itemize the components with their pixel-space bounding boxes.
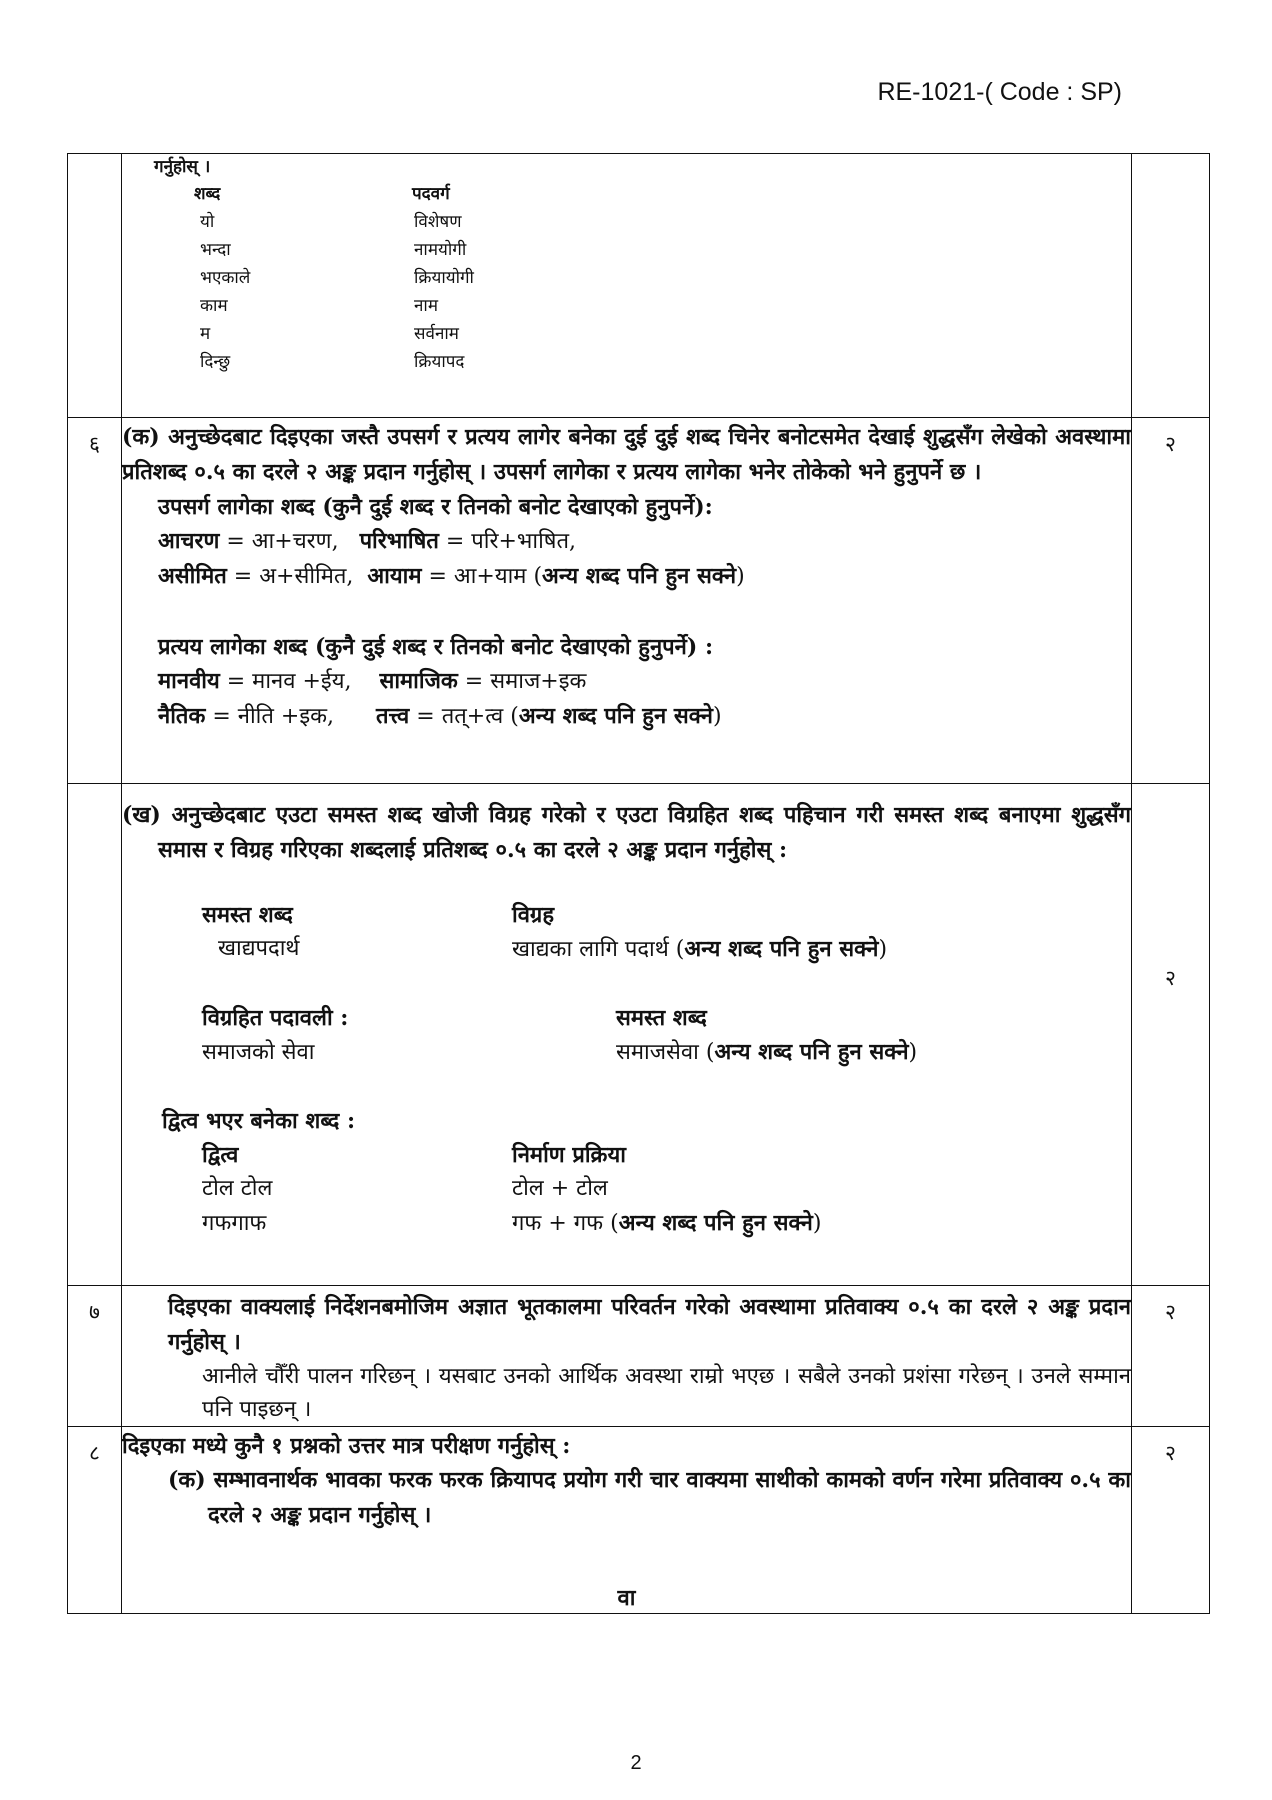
table-row-q8 bbox=[68, 1427, 1210, 1614]
phrase-compound: समाजसेवा ( bbox=[616, 1040, 715, 1065]
compound-header bbox=[122, 898, 1131, 932]
suffix-line-2: नैतिक = नीति +इक, तत्त्व = तत्+त्व (अन्य शब्द पनि हुन सक्ने) bbox=[158, 703, 722, 729]
duplication-list bbox=[122, 1172, 1131, 1241]
prefix-formation: = अ+सीमित, bbox=[226, 564, 354, 589]
prefix-word: आयाम bbox=[367, 563, 422, 589]
q6a-instruction: (क) अनुच्छेदबाट दिइएका जस्तै उपसर्ग र प्रत्यय लागेर बनेका दुई दुई शब्द चिनेर बनोटसमेत देखाई शुद्धसँग लेखेको अवस्थामा प्रतिशब्द ०.५ का दरले २ अङ्क प्रदान गर्नुहोस् । उपसर्ग लागेका र प्रत्यय लागेका भनेर तोकेको भने हुनुपर्ने छ । bbox=[122, 424, 1131, 485]
prefix-word: परिभाषित bbox=[359, 528, 439, 554]
phrase-col-label: विग्रहित पदावली : bbox=[202, 1005, 349, 1031]
process-col-label: निर्माण प्रक्रिया bbox=[512, 1142, 626, 1168]
page-number: 2 bbox=[630, 1752, 642, 1774]
suffix-formation: = नीति +इक, bbox=[205, 704, 335, 729]
suffix-word: सामाजिक bbox=[379, 668, 458, 694]
question-number: ७ bbox=[68, 1286, 122, 1427]
answer-cell bbox=[122, 784, 1132, 1286]
phrase-header bbox=[122, 1001, 1131, 1035]
suffix-formation: = समाज+इक bbox=[457, 669, 587, 694]
table-row-q6 bbox=[68, 418, 1210, 784]
q7-instruction: दिइएका वाक्यलाई निर्देशनबमोजिम अज्ञात भूतकालमा परिवर्तन गरेको अवस्थामा प्रतिवाक्य ०.५ का दरले २ अङ्क प्रदान गर्नुहोस् । bbox=[168, 1294, 1131, 1355]
word-class-row bbox=[122, 264, 1131, 292]
class-text: क्रियायोगी bbox=[414, 268, 474, 288]
suffix-word: तत्त्व bbox=[376, 703, 410, 729]
word-class-row bbox=[122, 320, 1131, 348]
phrase-row: समाजको सेवा समाजसेवा (अन्य शब्द पनि हुन सक्ने) bbox=[122, 1035, 1131, 1070]
duplication-header bbox=[122, 1138, 1131, 1172]
class-text: विशेषण bbox=[414, 212, 462, 232]
q8-instruction: दिइएका मध्ये कुनै १ प्रश्नको उत्तर मात्र परीक्षण गर्नुहोस् : bbox=[122, 1433, 571, 1459]
or-separator: वा bbox=[617, 1585, 636, 1611]
marks-value: २ bbox=[1132, 784, 1210, 1286]
dup-process: गफ + गफ ( bbox=[512, 1211, 619, 1236]
other-words-note: अन्य शब्द पनि हुन सक्ने bbox=[714, 1039, 909, 1065]
word-class-row bbox=[122, 348, 1131, 376]
prefix-line-1 bbox=[122, 524, 1131, 559]
other-words-note: अन्य शब्द पनि हुन सक्ने bbox=[684, 936, 879, 962]
compound-word: खाद्यपदार्थ bbox=[218, 936, 300, 961]
document-code: RE-1021-( Code : SP) bbox=[877, 78, 1122, 106]
col-class-label: पदवर्ग bbox=[412, 184, 450, 204]
compound-row: खाद्यपदार्थ खाद्यका लागि पदार्थ (अन्य शब्द पनि हुन सक्ने) bbox=[122, 932, 1131, 967]
dup-word: गफगाफ bbox=[202, 1211, 267, 1236]
other-words-note: अन्य शब्द पनि हुन सक्ने bbox=[542, 563, 737, 589]
prefix-line-2: असीमित = अ+सीमित, आयाम = आ+याम (अन्य शब्द पनि हुन सक्ने) bbox=[158, 563, 745, 589]
word-class-row bbox=[122, 236, 1131, 264]
dup-word: टोल टोल bbox=[202, 1176, 273, 1201]
dup-process: टोल + टोल bbox=[512, 1176, 608, 1201]
word-text: दिन्छु bbox=[200, 352, 231, 372]
compound-col-label: समस्त शब्द bbox=[202, 902, 293, 928]
word-text: भएकाले bbox=[200, 268, 251, 288]
word-class-row bbox=[122, 208, 1131, 236]
prefix-formation: = परि+भाषित, bbox=[438, 529, 577, 554]
q8a-text: (क) सम्भावनार्थक भावका फरक फरक क्रियापद प्रयोग गरी चार वाक्यमा साथीको कामको वर्णन गरेमा प्रतिवाक्य ०.५ का दरले २ अङ्क प्रदान गर्नुहोस् । bbox=[168, 1467, 1131, 1528]
word-text: काम bbox=[200, 296, 228, 316]
answer-cell bbox=[122, 418, 1132, 784]
marking-scheme-table bbox=[67, 153, 1210, 1614]
table-row-q7 bbox=[68, 1286, 1210, 1427]
dup-col-label: द्वित्व bbox=[202, 1142, 239, 1168]
suffix-word: नैतिक bbox=[158, 703, 206, 729]
prefix-heading: उपसर्ग लागेका शब्द (कुनै दुई शब्द र तिनको बनोट देखाएको हुनुपर्ने): bbox=[158, 494, 713, 520]
question-number-cell bbox=[68, 154, 122, 418]
prefix-formation: = आ+चरण, bbox=[219, 529, 339, 554]
question-number: ६ bbox=[68, 418, 122, 784]
marks-cell bbox=[1132, 154, 1210, 418]
q7-answer: आनीले चौँरी पालन गरिछन् । यसबाट उनको आर्थिक अवस्था राम्रो भएछ । सबैले उनको प्रशंसा गरेछन् । उनले सम्मान पनि पाइछन् । bbox=[202, 1364, 1131, 1422]
class-text: नाम bbox=[414, 296, 439, 316]
col-word-label: शब्द bbox=[194, 184, 221, 204]
suffix-line-1 bbox=[122, 664, 1131, 699]
word-text: म bbox=[200, 324, 211, 344]
phrase-text: समाजको सेवा bbox=[202, 1040, 315, 1065]
question-number-cell bbox=[68, 784, 122, 1286]
table-row-prev bbox=[68, 154, 1210, 418]
marks-value: २ bbox=[1132, 1286, 1210, 1427]
prefix-word: आचरण bbox=[158, 528, 220, 554]
duplication-heading: द्वित्व भएर बनेका शब्द : bbox=[162, 1108, 356, 1134]
duplication-row bbox=[122, 1172, 1131, 1206]
answer-cell bbox=[122, 1427, 1132, 1614]
analysis-col-label: विग्रह bbox=[512, 902, 555, 928]
class-text: सर्वनाम bbox=[414, 324, 459, 344]
word-class-header bbox=[122, 180, 1131, 208]
answer-cell bbox=[122, 1286, 1132, 1427]
compound-col-label: समस्त शब्द bbox=[616, 1005, 707, 1031]
question-number: ८ bbox=[68, 1427, 122, 1614]
suffix-word: मानवीय bbox=[158, 668, 220, 694]
other-words-note: अन्य शब्द पनि हुन सक्ने bbox=[518, 703, 713, 729]
prefix-formation: = आ+याम ( bbox=[421, 564, 543, 589]
q6b-instruction: (ख) अनुच्छेदबाट एउटा समस्त शब्द खोजी विग्रह गरेको र एउटा विग्रहित शब्द पहिचान गरी समस्त शब्द बनाएमा शुद्धसँग समास र विग्रह गरिएका शब्दलाई प्रतिशब्द ०.५ का दरले २ अङ्क प्रदान गर्नुहोस् : bbox=[122, 802, 1131, 863]
class-text: नामयोगी bbox=[414, 240, 467, 260]
continued-text: गर्नुहोस् । bbox=[154, 157, 211, 177]
compound-analysis: खाद्यका लागि पदार्थ ( bbox=[512, 937, 685, 962]
suffix-formation: = तत्+त्व ( bbox=[409, 704, 519, 729]
answer-cell bbox=[122, 154, 1132, 418]
duplication-row: गफगाफ गफ + गफ (अन्य शब्द पनि हुन सक्ने) bbox=[122, 1206, 1131, 1241]
word-text: भन्दा bbox=[200, 240, 231, 260]
prefix-word: असीमित bbox=[158, 563, 227, 589]
suffix-formation: = मानव +ईय, bbox=[219, 669, 352, 694]
word-class-row bbox=[122, 292, 1131, 320]
word-text: यो bbox=[200, 212, 215, 232]
marks-value: २ bbox=[1132, 1427, 1210, 1614]
marks-value: २ bbox=[1132, 418, 1210, 784]
class-text: क्रियापद bbox=[414, 352, 465, 372]
suffix-heading: प्रत्यय लागेका शब्द (कुनै दुई शब्द र तिनको बनोट देखाएको हुनुपर्ने) : bbox=[158, 634, 714, 660]
other-words-note: अन्य शब्द पनि हुन सक्ने bbox=[618, 1210, 813, 1236]
word-class-list bbox=[122, 208, 1131, 376]
table-row-q6b bbox=[68, 784, 1210, 1286]
